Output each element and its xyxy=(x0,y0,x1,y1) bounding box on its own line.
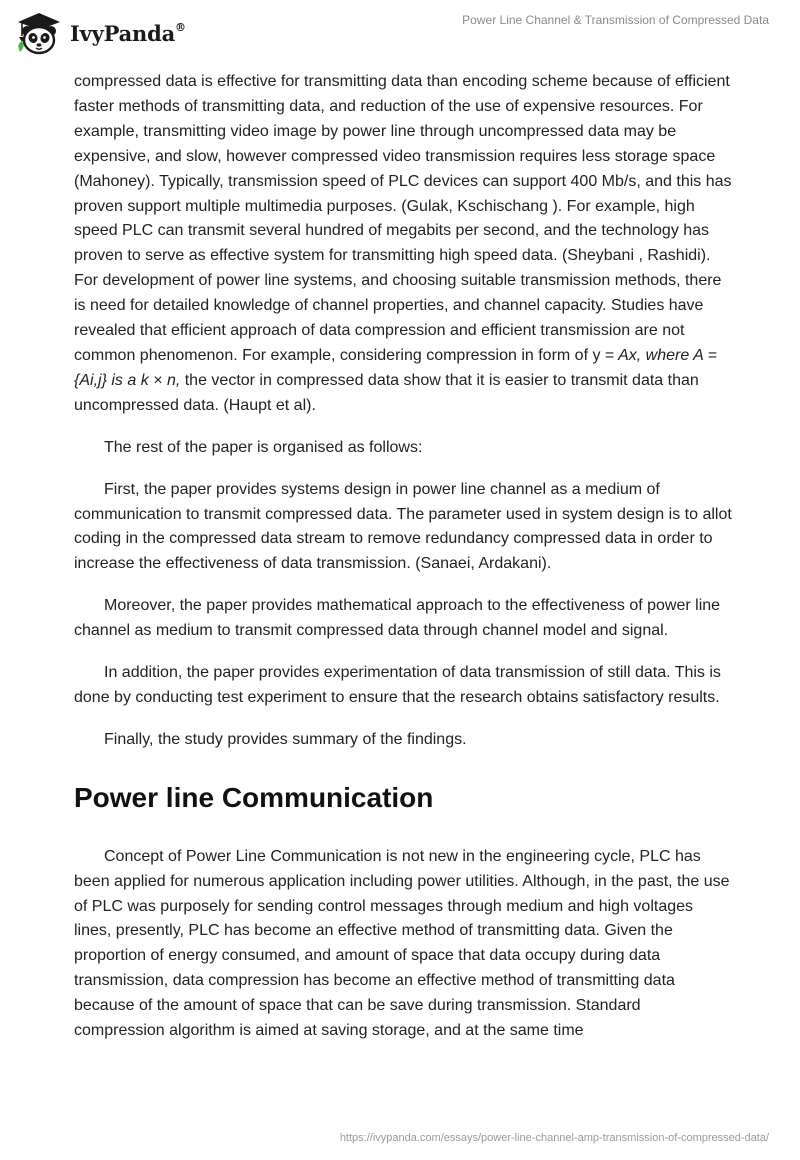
paragraph-moreover: Moreover, the paper provides mathematical approach to the effectiveness of power line channel as medium to transmit compressed data through channel model and signal. xyxy=(74,597,721,640)
panda-graduate-icon xyxy=(14,8,64,58)
paragraph-finally: Finally, the study provides summary of the findings. xyxy=(104,730,467,748)
paragraph-compressed-data: compressed data is effective for transmitting data than encoding scheme because of efficient faster methods of transmitting data, and reduction of the use of expensive resources. For example, transmitting video image by power line through uncompressed data may be expensive, and slow, however compressed video transmission requires less storage space (Mahoney). Typically, transmission speed of PLC devices can support 400 Mb/s, and this has proven support multiple multimedia purposes. (Gulak, Kschischang ). For example, high speed PLC can transmit several hundred of megabits per second, and the technology has proven to serve as effective system for transmitting high speed data. (Sheybani , Rashidi). For development of power line systems, and choosing suitable transmission methods, there is need for detailed knowledge of channel properties, and channel capacity. Studies have revealed that efficient approach of data compression and efficient transmission are not common phenomenon. For example, considering compression in form of y = Ax, where A = {Ai,j} is a k × n, the vector in compressed data show that it is easier to transmit data than uncompressed data. (Haupt et al). xyxy=(74,73,732,414)
logo-wordmark: IvyPanda® xyxy=(70,20,186,46)
ivypanda-logo[interactable] xyxy=(14,8,186,58)
page-header xyxy=(0,0,800,66)
paragraph-in-addition: In addition, the paper provides experimentation of data transmission of still data. This is done by conducting test experiment to ensure that the research obtains satisfactory results. xyxy=(74,664,721,706)
source-url[interactable]: https://ivypanda.com/essays/power-line-channel-amp-transmission-of-compressed-data/ xyxy=(339,1132,769,1144)
document-title: Power Line Channel & Transmission of Compressed Data xyxy=(462,13,769,27)
section-heading: Power line Communication xyxy=(74,781,434,813)
essay-body xyxy=(74,70,734,1044)
formula-text: Ax, where A = {Ai,j} is a k × n, xyxy=(74,346,717,389)
paragraph-first: First, the paper provides systems design in power line channel as a medium of communication to transmit compressed data. The parameter used in system design is to allot coding in the compressed data stream to remove redundancy compressed data in order to increase the effectiveness of data transmission. (Sanaei, Ardakani). xyxy=(74,480,732,573)
paragraph-plc-concept: Concept of Power Line Communication is not new in the engineering cycle, PLC has been applied for numerous application including power utilities. Although, in the past, the use of PLC was purposely for sending control messages through medium and high voltages lines, presently, PLC has become an effective method of transmitting data. Given the proportion of energy consumed, and amount of space that data occupy during data transmission, data compression has become an effective method of transmitting data because of the amount of space that can be save during transmission. Standard compression algorithm is aimed at saving storage, and at the same time xyxy=(74,847,730,1040)
paragraph-organisation: The rest of the paper is organised as follows: xyxy=(104,438,423,456)
